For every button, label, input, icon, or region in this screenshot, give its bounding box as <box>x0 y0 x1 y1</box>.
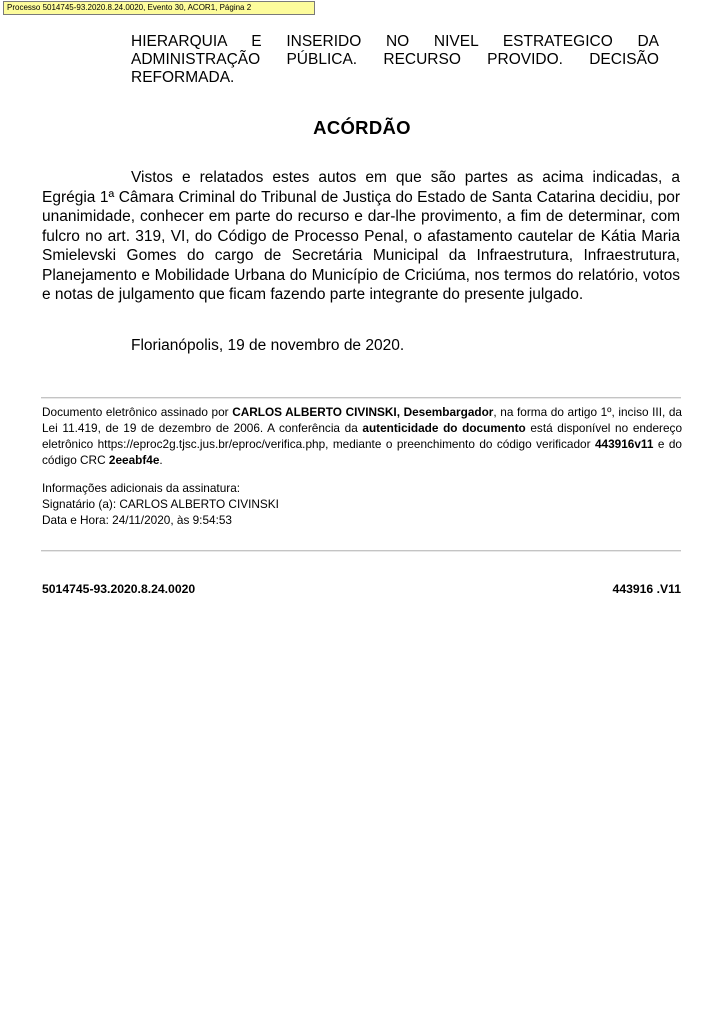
signature-datetime: Data e Hora: 24/11/2020, às 9:54:53 <box>42 513 232 527</box>
electronic-signature-notice <box>42 404 682 468</box>
signer-name: CARLOS ALBERTO CIVINSKI, Desembargador <box>232 405 494 419</box>
place-and-date: Florianópolis, 19 de novembro de 2020. <box>131 337 405 354</box>
signature-text: , na forma do artigo 1º, inciso III, da Lei 11.419, de 19 de dezembro de 2006. A conferência da <box>42 405 682 435</box>
footer-version: 443916 .V11 <box>612 582 681 596</box>
signatory-line: Signatário (a): CARLOS ALBERTO CIVINSKI <box>42 497 279 511</box>
signature-text: e do código CRC <box>42 437 682 467</box>
document-title: ACÓRDÃO <box>313 117 411 138</box>
authenticity-label: autenticidade do documento <box>362 421 526 435</box>
decision-paragraph: Vistos e relatados estes autos em que são partes as acima indicadas, a Egrégia 1ª Câmara Criminal do Tribunal de Justiça do Estado de Santa Catarina decidiu, por unanimidade, conhecer em parte do recurso e dar-lhe provimento, a fim de determinar, com fulcro no art. 319, VI, do Código de Processo Penal, o afastamento cautelar de Kátia Maria Smielevski Gomes do cargo de Secretária Municipal da Infraestrutura, Infraestrutura, Planejamento e Mobilidade Urbana do Município de Criciúma, nos termos do relatório, votos e notas de julgamento que ficam fazendo parte integrante do presente julgado. <box>42 169 680 303</box>
additional-info-heading: Informações adicionais da assinatura: <box>42 481 241 495</box>
divider-bottom <box>41 550 681 552</box>
process-header-stamp: Processo 5014745-93.2020.8.24.0020, Evento 30, ACOR1, Página 2 <box>3 1 315 15</box>
signature-text: está disponível no endereço eletrônico https://eproc2g.tjsc.jus.br/eproc/verifica.php, mediante o preenchimento do código verificador <box>42 421 683 451</box>
verification-code: 443916v11 <box>595 437 654 451</box>
crc-code: 2eeabf4e <box>108 453 160 467</box>
signature-text: . <box>159 453 163 467</box>
divider-top <box>41 397 681 399</box>
footer-process-number: 5014745-93.2020.8.24.0020 <box>42 582 196 596</box>
signature-additional-info <box>42 480 682 528</box>
signature-text: Documento eletrônico assinado por <box>42 405 233 419</box>
ementa-text: HIERARQUIA E INSERIDO NO NIVEL ESTRATEGICO DA ADMINISTRAÇÃO PÚBLICA. RECURSO PROVIDO. DECISÃO REFORMADA. <box>131 33 659 86</box>
